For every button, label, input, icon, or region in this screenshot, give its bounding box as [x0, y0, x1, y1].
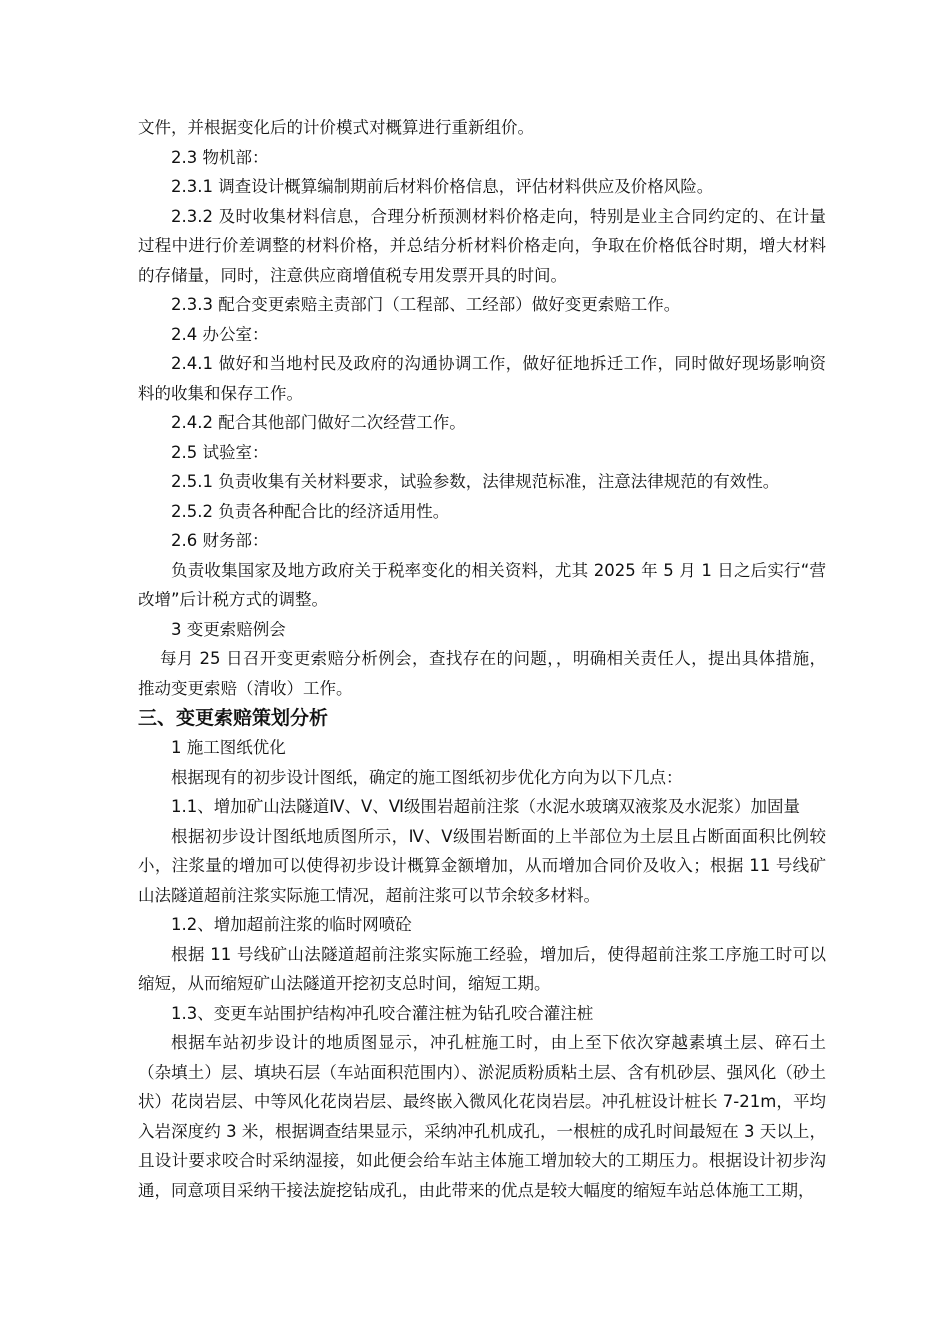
paragraph-meeting: 每月 25 日召开变更索赔分析例会，查找存在的问题，，明确相关责任人，提出具体措施，推动变更索赔（清收）工作。 [138, 649, 826, 698]
paragraph-2-5-2: 2.5.2 负责各种配合比的经济适用性。 [171, 501, 450, 521]
paragraph-2-4-2: 2.4.2 配合其他部门做好二次经营工作。 [171, 413, 466, 432]
heading-1-2: 1.2、增加超前注浆的临时网喷砼 [171, 915, 412, 934]
paragraph-2-5-1: 2.5.1 负责收集有关材料要求，试验参数，法律规范标准，注意法律规范的有效性。 [171, 472, 780, 491]
paragraph-2-6: 负责收集国家及地方政府关于税率变化的相关资料，尤其 2025 年 5 月 1 日之后实行“营改增”后计税方式的调整。 [138, 560, 826, 609]
paragraph-1-1: 根据初步设计图纸地质图所示，Ⅳ、Ⅴ级围岩断面的上半部位为土层且占断面面积比例较小，注浆量的增加可以使得初步设计概算金额增加，从而增加合同价及收入；根据 11 号线矿山法隧道超前注浆实际施工情况，超前注浆可以节余较多材料。 [138, 826, 826, 905]
paragraph-2-3-3: 2.3.3 配合变更索赔主责部门（工程部、工经部）做好变更索赔工作。 [171, 295, 681, 314]
paragraph-2-4-1: 2.4.1 做好和当地村民及政府的沟通协调工作，做好征地拆迁工作，同时做好现场影响资料的收集和保存工作。 [138, 354, 826, 403]
paragraph-continuation: 文件，并根据变化后的计价模式对概算进行重新组价。 [138, 118, 534, 137]
paragraph-1-2: 根据 11 号线矿山法隧道超前注浆实际施工经验，增加后，使得超前注浆工序施工时可以缩短，从而缩短矿山法隧道开挖初支总时间，缩短工期。 [138, 944, 826, 993]
paragraph-1-3: 根据车站初步设计的地质图显示，冲孔桩施工时，由上至下依次穿越素填土层、碎石土（杂填土）层、填块石层（车站面积范围内）、淤泥质粉质粘土层、含有机砂层、强风化（砂土状）花岗岩层、中等风化花岗岩层、最终嵌入微风化花岗岩层。冲孔桩设计桩长 7-21m，平均入岩深度约 3 米，根据调查结果显示，采纳冲孔机成孔，一根桩的成孔时间最短在 3 天以上，且设计要求咬合时采纳湿接，如此便会给车站主体施工增加较大的工期压力。根据设计初步沟通，同意项目采纳干接法旋挖钻成孔，由此带来的优点是较大幅度的缩短车站总体施工工期， [138, 1033, 826, 1200]
paragraph-2-3-2: 2.3.2 及时收集材料信息，合理分析预测材料价格走向，特别是业主合同约定的、在计量过程中进行价差调整的材料价格，并总结分析材料价格走向，争取在价格低谷时期，增大材料的存储量，同时，注意供应商增值税专用发票开具的时间。 [138, 206, 826, 285]
heading-2-3-procurement: 2.3 物机部： [171, 147, 269, 167]
heading-1-3: 1.3、变更车站围护结构冲孔咬合灌注桩为钻孔咬合灌注桩 [171, 1003, 594, 1023]
document-body [138, 113, 826, 1205]
heading-2-6-finance: 2.6 财务部： [171, 531, 269, 550]
heading-1-drawing-optimization: 1 施工图纸优化 [171, 738, 286, 757]
heading-3-meeting: 3 变更索赔例会 [171, 619, 286, 639]
paragraph-optimization-intro: 根据现有的初步设计图纸，确定的施工图纸初步优化方向为以下几点： [171, 767, 683, 787]
paragraph-2-3-1: 2.3.1 调查设计概算编制期前后材料价格信息，评估材料供应及价格风险。 [171, 177, 714, 196]
section-heading-3: 三、变更索赔策划分析 [138, 707, 329, 729]
heading-2-4-office: 2.4 办公室： [171, 324, 269, 344]
heading-1-1: 1.1、增加矿山法隧道Ⅳ、Ⅴ、Ⅵ级围岩超前注浆（水泥水玻璃双液浆及水泥浆）加固量 [171, 797, 800, 816]
heading-2-5-lab: 2.5 试验室： [171, 442, 269, 462]
